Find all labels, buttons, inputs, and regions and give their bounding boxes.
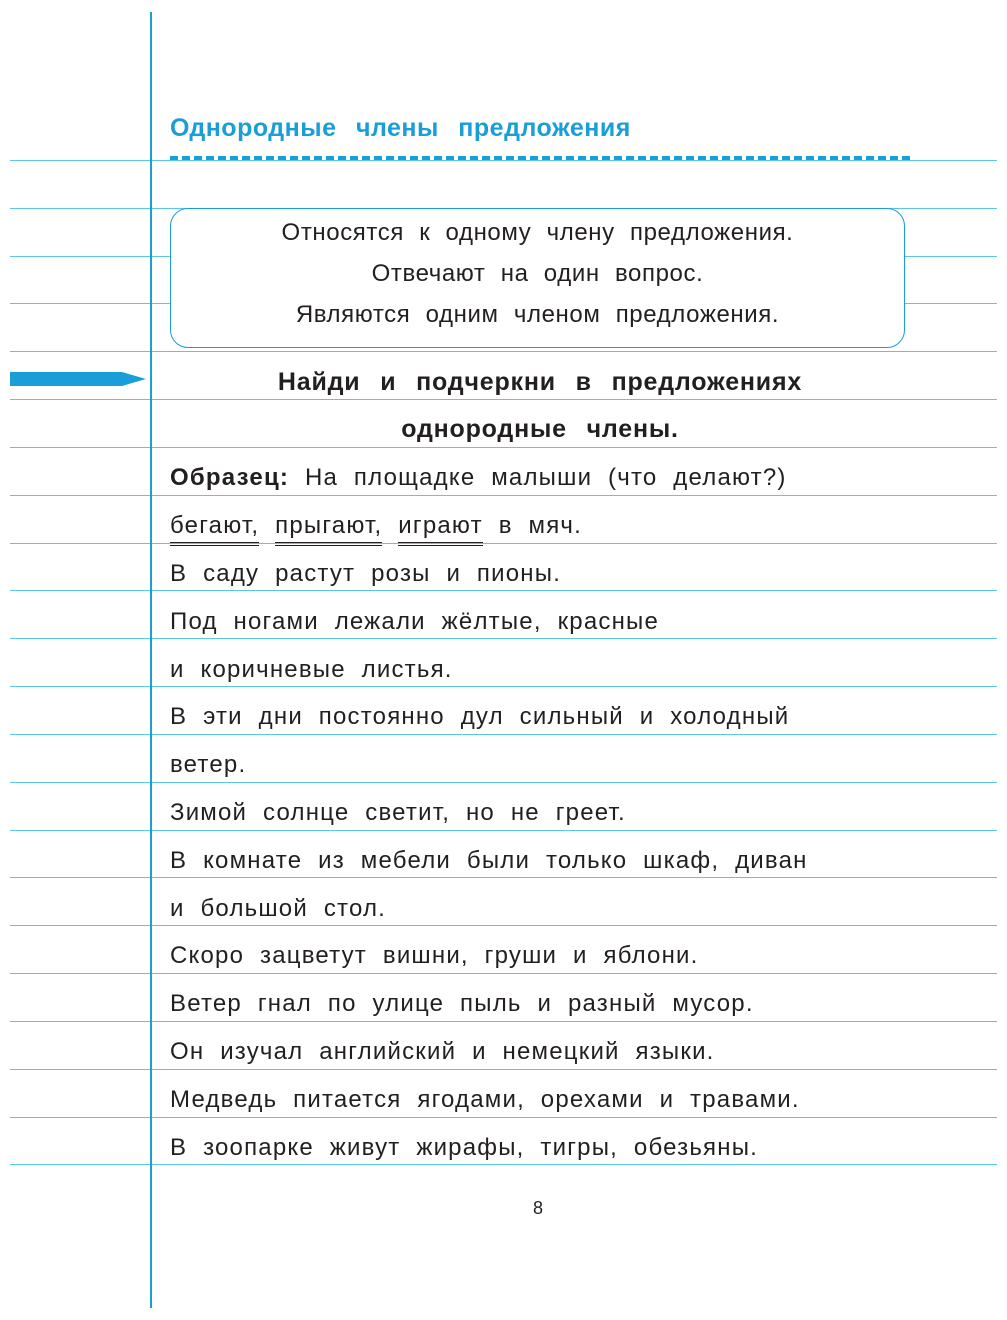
task-instruction-line2: однородные члены. [401, 415, 679, 443]
sentence-line: Под ногами лежали жёлтые, красные [170, 608, 660, 635]
margin-line [150, 12, 152, 1308]
sentence-line: Ветер гнал по улице пыль и разный мусор. [170, 990, 754, 1017]
sentence-line: В зоопарке живут жирафы, тигры, обезьяны. [170, 1134, 759, 1161]
sentence-line: и коричневые листья. [170, 656, 453, 683]
ruled-line [10, 1069, 997, 1070]
ruled-line [10, 495, 997, 496]
title-dashed-underline [170, 156, 910, 160]
sentence-line: Медведь питается ягодами, орехами и травами. [170, 1086, 800, 1113]
ruled-line [10, 1021, 997, 1022]
ruled-line [10, 351, 997, 352]
arrow-right-icon [10, 372, 146, 386]
ruled-line [10, 590, 997, 591]
page-title: Однородные члены предложения [170, 114, 631, 142]
underlined-word: прыгают, [275, 512, 382, 546]
ruled-line [10, 925, 997, 926]
sample-line [170, 464, 787, 492]
rule-text: Отвечают на один вопрос. [371, 260, 704, 287]
underlined-word: играют [398, 512, 483, 546]
sentence-line: В саду растут розы и пионы. [170, 560, 562, 587]
rule-text: Относятся к одному члену предложения. [281, 219, 794, 246]
ruled-line [10, 686, 997, 687]
ruled-line [10, 830, 997, 831]
sample-answer-line [170, 512, 582, 540]
ruled-line [10, 447, 997, 448]
sentence-line: В комнате из мебели были только шкаф, диван [170, 847, 808, 874]
ruled-line [10, 782, 997, 783]
task-instruction-line1: Найди и подчеркни в предложениях [277, 368, 803, 396]
page-number: 8 [532, 1198, 543, 1218]
sample-tail: в мяч. [498, 512, 582, 539]
rules-box [170, 208, 905, 348]
underlined-word: бегают, [170, 512, 259, 546]
ruled-line [10, 877, 997, 878]
sentence-line: и большой стол. [170, 895, 387, 922]
sample-label: Образец: [170, 464, 290, 491]
rule-text: Являются одним членом предложения. [295, 301, 780, 328]
sentence-line: Он изучал английский и немецкий языки. [170, 1038, 715, 1065]
sentence-line: Скоро зацветут вишни, груши и яблони. [170, 942, 699, 969]
ruled-line [10, 1164, 997, 1165]
sentence-line: ветер. [170, 751, 247, 778]
ruled-line [10, 1117, 997, 1118]
ruled-line [10, 160, 997, 161]
ruled-line [10, 638, 997, 639]
ruled-line [10, 543, 997, 544]
ruled-line [10, 734, 997, 735]
ruled-line [10, 399, 997, 400]
ruled-line [10, 973, 997, 974]
sample-text: На площадке малыши (что делают?) [304, 464, 787, 491]
sentence-line: Зимой солнце светит, но не греет. [170, 799, 626, 826]
sentence-line: В эти дни постоянно дул сильный и холодный [170, 703, 790, 730]
